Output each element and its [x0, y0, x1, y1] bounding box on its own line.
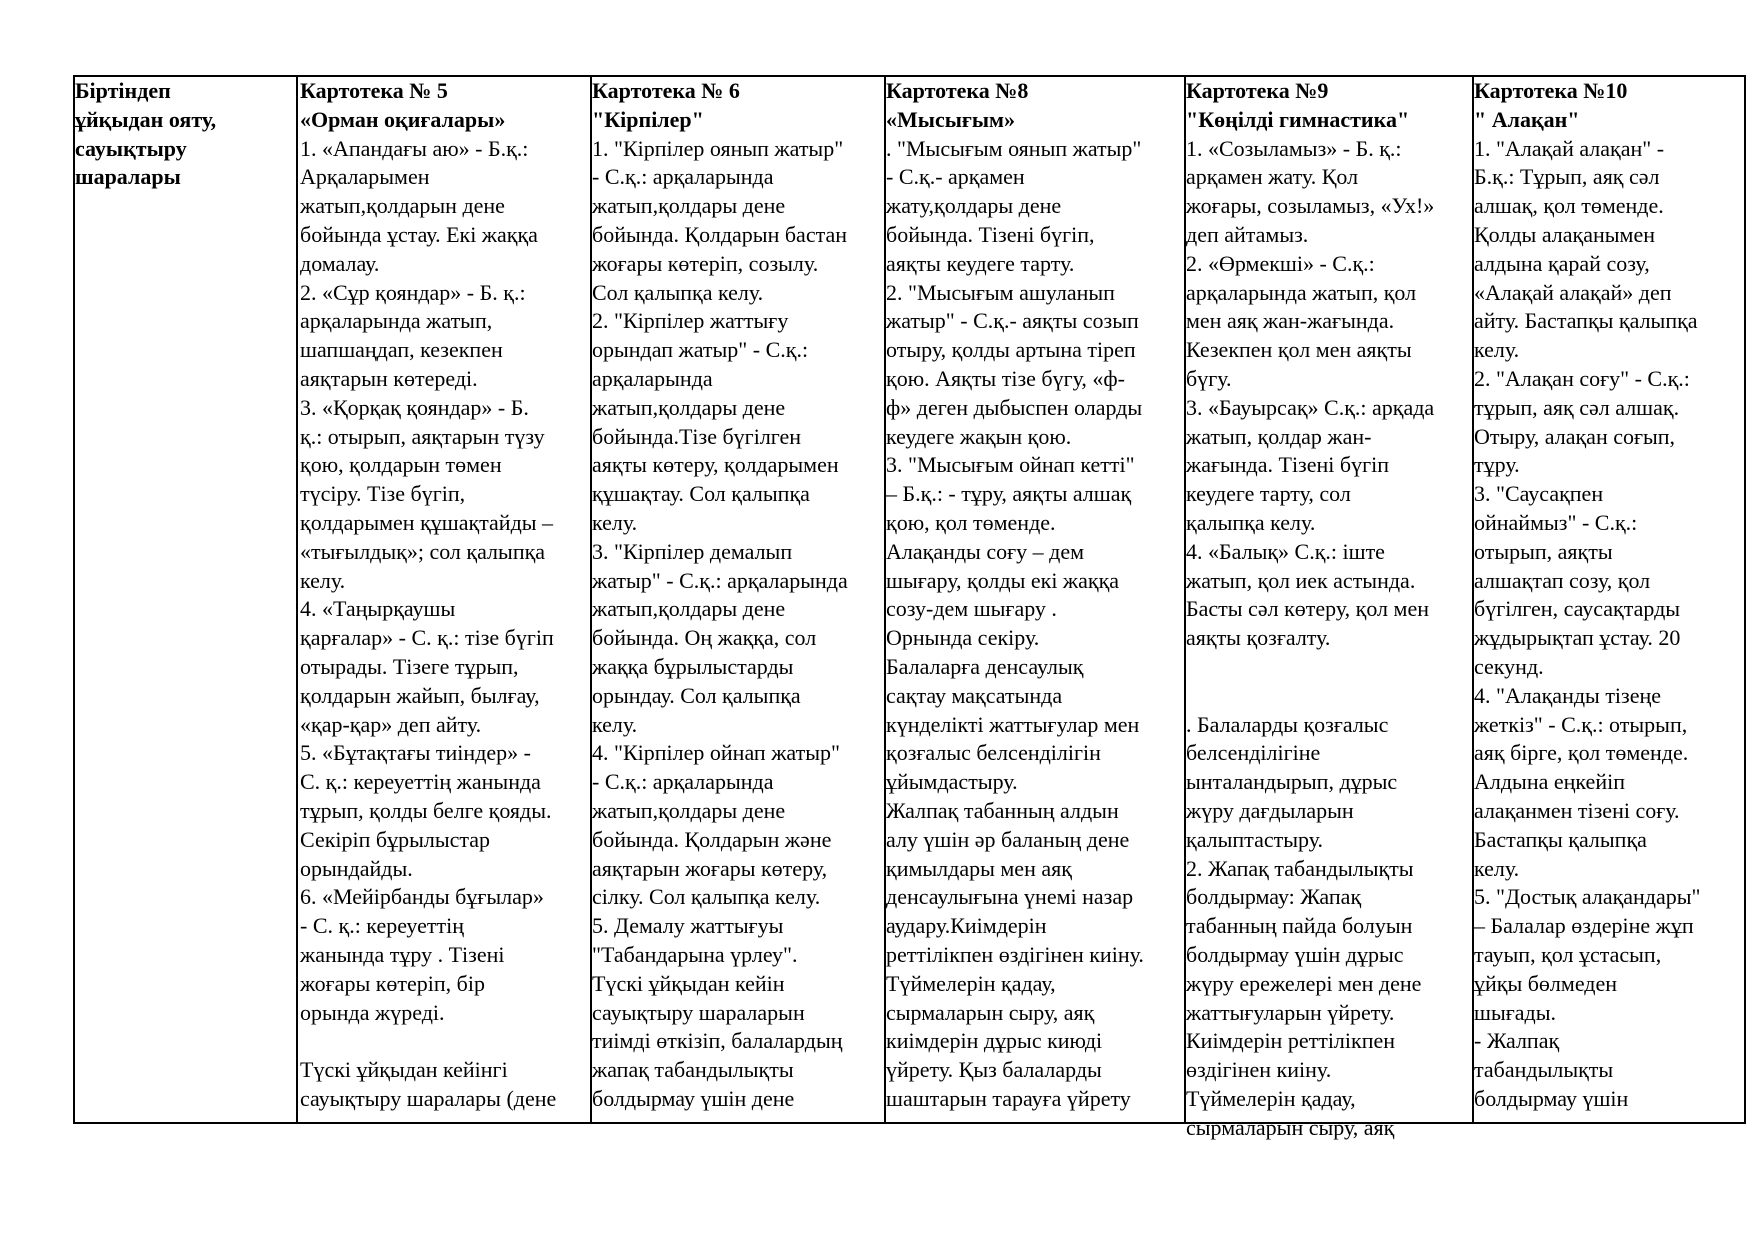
text-line: орында жүреді. [300, 999, 445, 1025]
text-line: жанында тұру . Тізені [300, 941, 505, 967]
text-line: 4. «Балық» С.қ.: іште [1186, 538, 1385, 564]
text-line: жоғары көтеріп, бір [300, 970, 485, 996]
text-line: С. қ.: кереуеттің жанында [300, 769, 541, 795]
text-line: - С.қ.: арқаларында [592, 164, 774, 190]
text-line: шығару, қолды екі жаққа [886, 567, 1120, 593]
text-line: Бастапқы қалыпқа [1474, 826, 1647, 852]
card-title: Картотека № 5 [300, 78, 448, 103]
text-line: арқамен жату. Қол [1186, 164, 1359, 190]
card-subtitle: " Алақан" [1474, 106, 1580, 132]
text-line: жоғары көтеріп, созылу. [592, 250, 819, 276]
text-line: 5. Демалу жаттығуы [592, 913, 784, 939]
card-cell-8 [885, 76, 1185, 1123]
text-line: жатып, қол иек астында. [1186, 567, 1416, 593]
text-line: сақтау мақсатында [886, 682, 1063, 708]
text-line: кеудеге тарту, сол [1186, 481, 1351, 507]
text-line: қозғалыс белсенділігін [886, 740, 1101, 766]
card-title: Картотека № 6 [592, 78, 740, 103]
text-line: жеткіз" - С.қ.: отырып, [1474, 711, 1688, 737]
text-line: сырмаларын сыру, аяқ [1186, 1114, 1395, 1140]
text-line: қ.: отырып, аяқтарын түзу [300, 423, 545, 449]
text-line: 3. "Кірпілер демалып [592, 538, 793, 564]
text-line: сілку. Сол қалыпқа келу. [592, 884, 821, 910]
text-line: бойында. Қолдарын және [592, 826, 832, 852]
row-label-cell [74, 76, 297, 1123]
text-line: – Б.қ.: - тұру, аяқты алшақ [886, 481, 1132, 507]
text-line: Кезекпен қол мен аяқты [1186, 337, 1412, 363]
text-line: сауықтыру шаралары (дене [300, 1085, 557, 1111]
text-line: . Балаларды қозғалыс [1186, 711, 1389, 737]
text-line: аяқты көтеру, қолдарымен [592, 452, 839, 478]
card-cell-10 [1473, 76, 1745, 1123]
text-line: ф» деген дыбыспен оларды [886, 394, 1143, 420]
text-line: өздігінен киіну. [1186, 1057, 1332, 1083]
text-line: Түймелерін қадау, [1186, 1085, 1356, 1111]
text-line: Түскі ұйқыдан кейін [592, 970, 785, 996]
row-label-line: Біртіндеп [75, 78, 171, 103]
text-line: алшақтап созу, қол [1474, 567, 1651, 593]
text-line: арқаларында жатып, [300, 308, 493, 334]
text-line: құшақтау. Сол қалыпқа [592, 481, 810, 507]
text-line: Алдына еңкейіп [1474, 769, 1625, 795]
text-line: мен аяқ жан-жағында. [1186, 308, 1395, 334]
text-line: арқаларында [592, 365, 713, 391]
text-line: орындап жатыр" - С.қ.: [592, 337, 809, 363]
text-line: отырады. Тізеге тұрып, [300, 653, 519, 679]
text-line [1186, 653, 1472, 682]
text-line: айту. Бастапқы қалыпқа [1474, 308, 1698, 334]
text-line: - С. қ.: кереуеттің [300, 913, 465, 939]
text-line: 1. «Созыламыз» - Б. қ.: [1186, 135, 1402, 161]
card-title: Картотека №8 [886, 78, 1029, 103]
text-line: Қолды алақанымен [1474, 221, 1656, 247]
text-line: Түймелерін қадау, [886, 970, 1056, 996]
text-line: болдырмау: Жапақ [1186, 884, 1362, 910]
text-line: алшақ, қол төменде. [1474, 193, 1664, 219]
text-line: келу. [300, 567, 346, 593]
card-cell-6 [591, 76, 885, 1123]
text-line: жатып,қолдары дене [592, 797, 786, 823]
text-line: жоғары, созыламыз, «Ух!» [1186, 193, 1435, 219]
text-line: бүгу. [1186, 365, 1232, 391]
text-line: 5. «Бұтақтағы тиіндер» - [300, 740, 531, 766]
row-label-line: шаралары [75, 164, 181, 190]
text-line: домалау. [300, 250, 380, 276]
text-line: шаштарын тарауға үйрету [886, 1085, 1131, 1111]
text-line: белсенділігіне [1186, 740, 1321, 766]
text-line: . "Мысығым оянып жатыр" [886, 135, 1142, 161]
text-line: Түскі ұйқыдан кейінгі [300, 1057, 508, 1083]
text-line: бойында.Тізе бүгілген [592, 423, 802, 449]
text-line: ұйымдастыру. [886, 769, 1018, 795]
card-subtitle: «Мысығым» [886, 106, 1016, 132]
row-label-line: ұйқыдан ояту, [75, 106, 217, 132]
row-label-line: сауықтыру [75, 135, 187, 161]
text-line: жатып,қолдары дене [592, 596, 786, 622]
text-line: аяқ бірге, қол төменде. [1474, 740, 1689, 766]
card-subtitle: "Көңілді гимнастика" [1186, 106, 1410, 132]
text-line: созу-дем шығару . [886, 596, 1057, 622]
text-line: жатыр" - С.қ.: арқаларында [592, 567, 848, 593]
card-title: Картотека №9 [1186, 78, 1329, 103]
text-line: қою. Аяқты тізе бүгу, «ф- [886, 365, 1125, 391]
text-line: болдырмау үшін дене [592, 1085, 795, 1111]
text-line: 4. "Кірпілер ойнап жатыр" [592, 740, 840, 766]
card-cell-9 [1185, 76, 1473, 1140]
text-line: жапақ табандылықты [592, 1057, 794, 1083]
text-line: үйрету. Қыз балаларды [886, 1057, 1102, 1083]
text-line: секунд. [1474, 653, 1544, 679]
text-line: жағында. Тізені бүгіп [1186, 452, 1389, 478]
text-line: ынталандырып, дұрыс [1186, 769, 1398, 795]
text-line: бүгілген, саусақтарды [1474, 596, 1681, 622]
text-line: ұйқы бөлмеден [1474, 970, 1618, 996]
text-line: 1. «Апандағы аю» - Б.қ.: [300, 135, 529, 161]
text-line: жатып,қолдары дене [592, 193, 786, 219]
text-line: жатып,қолдарын дене [300, 193, 505, 219]
text-line: келу. [592, 509, 638, 535]
text-line: қарғалар» - С. қ.: тізе бүгіп [300, 625, 554, 651]
text-line: күнделікті жаттығулар мен [886, 711, 1140, 737]
text-line: киімдерін дұрыс киюді [886, 1028, 1103, 1054]
text-line: аяқтарын көтереді. [300, 365, 478, 391]
card-8-content [886, 77, 1184, 1122]
text-line: жатып,қолдары дене [592, 394, 786, 420]
text-line: қолдарын жайып, былғау, [300, 682, 540, 708]
text-line: «қар-қар» деп айту. [300, 711, 482, 737]
text-line: 3. «Бауырсақ» С.қ.: арқада [1186, 394, 1435, 420]
text-line: жаттығуларын үйрету. [1186, 999, 1395, 1025]
text-line: жұдырықтап ұстау. 20 [1474, 625, 1681, 651]
text-line: қою, қолдарын төмен [300, 452, 502, 478]
text-line: Секіріп бұрылыстар [300, 826, 491, 852]
text-line: қалыптастыру. [1186, 826, 1323, 852]
text-line: Орнында секіру. [886, 625, 1040, 651]
text-line: 4. «Таңырқаушы [300, 596, 456, 622]
text-line: реттілікпен өздігінен киіну. [886, 941, 1144, 967]
text-line: түсіру. Тізе бүгіп, [300, 481, 466, 507]
text-line: Киімдерін реттілікпен [1186, 1028, 1396, 1054]
text-line: тиімді өткізіп, балалардың [592, 1028, 843, 1054]
text-line: аяқтарын жоғары көтеру, [592, 855, 828, 881]
card-10-content [1474, 77, 1744, 1122]
text-line: келу. [592, 711, 638, 737]
text-line: - С.қ.- арқамен [886, 164, 1025, 190]
text-line: тұрып, қолды белге қояды. [300, 797, 552, 823]
text-line: табандылықты [1474, 1057, 1614, 1083]
text-line: болдырмау үшін [1474, 1085, 1629, 1111]
text-line: 6. «Мейірбанды бұғылар» [300, 884, 544, 910]
text-line: - С.қ.: арқаларында [592, 769, 774, 795]
text-line: Балаларға денсаулық [886, 653, 1084, 679]
text-line: кеудеге жақын қою. [886, 423, 1072, 449]
text-line: Жалпақ табанның алдын [886, 797, 1119, 823]
text-line: Басты сәл көтеру, қол мен [1186, 596, 1429, 622]
text-line: ойнаймыз" - С.қ.: [1474, 509, 1638, 535]
text-line: тұру. [1474, 452, 1520, 478]
table-row [74, 76, 1745, 1123]
text-line: жату,қолдары дене [886, 193, 1062, 219]
text-line: деп айтамыз. [1186, 221, 1309, 247]
text-line: бойында. Тізені бүгіп, [886, 221, 1095, 247]
text-line: 2. «Сұр қояндар» - Б. қ.: [300, 279, 526, 305]
text-line: "Табандарына үрлеу". [592, 941, 798, 967]
text-line: орындайды. [300, 855, 413, 881]
text-line: келу. [1474, 855, 1520, 881]
text-line: қимылдары мен аяқ [886, 855, 1072, 881]
text-line: болдырмау үшін дұрыс [1186, 941, 1404, 967]
card-5-content [298, 77, 590, 1122]
text-line: Сол қалыпқа келу. [592, 279, 764, 305]
text-line: жүру ережелері мен дене [1186, 970, 1422, 996]
text-line: қалыпқа келу. [1186, 509, 1316, 535]
text-line: – Балалар өздеріне жұп [1474, 913, 1694, 939]
text-line: 4. "Алақанды тізеңе [1474, 682, 1662, 708]
text-line: 2. «Өрмекші» - С.қ.: [1186, 250, 1375, 276]
text-line: бойында ұстау. Екі жаққа [300, 221, 538, 247]
text-line: жаққа бұрылыстарды [592, 653, 794, 679]
text-line: Алақанды соғу – дем [886, 538, 1084, 564]
text-line: 2. "Кірпілер жаттығу [592, 308, 789, 334]
text-line: алу үшін әр баланың дене [886, 826, 1130, 852]
text-line: жатып, қолдар жан- [1186, 423, 1372, 449]
text-line: 2. "Алақан соғу" - С.қ.: [1474, 365, 1690, 391]
text-line: бойында. Қолдарын бастан [592, 221, 847, 247]
text-line: сырмаларын сыру, аяқ [886, 999, 1095, 1025]
card-title: Картотека №10 [1474, 78, 1628, 103]
card-9-content [1186, 77, 1472, 1140]
text-line: аяқты кеудеге тарту. [886, 250, 1075, 276]
card-cell-5 [297, 76, 591, 1123]
text-line: Арқаларымен [300, 164, 430, 190]
text-line: орындау. Сол қалыпқа [592, 682, 801, 708]
text-line: отыру, қолды артына тіреп [886, 337, 1136, 363]
text-line: 1. "Кірпілер оянып жатыр" [592, 135, 844, 161]
text-line: 3. «Қорқақ қояндар» - Б. [300, 394, 529, 420]
text-line: 1. "Алақай алақан" - [1474, 135, 1665, 161]
text-line: «тығылдық»; сол қалыпқа [300, 538, 546, 564]
card-subtitle: «Орман оқиғалары» [300, 106, 506, 132]
row-label [75, 77, 296, 1122]
text-line: денсаулығына үнемі назар [886, 884, 1134, 910]
text-line: тұрып, аяқ сәл алшақ. [1474, 394, 1680, 420]
text-line: сауықтыру шараларын [592, 999, 805, 1025]
text-line: жатыр" - С.қ.- аяқты созып [886, 308, 1139, 334]
text-line: арқаларында жатып, қол [1186, 279, 1417, 305]
text-line: бойында. Оң жаққа, сол [592, 625, 817, 651]
text-line: шығады. [1474, 999, 1556, 1025]
text-line: 3. "Мысығым ойнап кетті" [886, 452, 1135, 478]
text-line: отырып, аяқты [1474, 538, 1613, 564]
card-subtitle: "Кірпілер" [592, 106, 704, 132]
text-line: алдына қарай созу, [1474, 250, 1650, 276]
text-line: аудару.Киімдерін [886, 913, 1047, 939]
text-line: қою, қол төменде. [886, 509, 1056, 535]
card-6-content [592, 77, 884, 1122]
activity-table [73, 75, 1746, 1140]
text-line [1186, 682, 1472, 711]
text-line: қолдарымен құшақтайды – [300, 509, 554, 535]
text-line: келу. [1474, 337, 1520, 363]
text-line: Б.қ.: Тұрып, аяқ сәл [1474, 164, 1660, 190]
text-line: 5. "Достық алақандары" [1474, 884, 1701, 910]
text-line: алақанмен тізені соғу. [1474, 797, 1680, 823]
text-line: 2. Жапақ табандылықты [1186, 855, 1414, 881]
text-line: шапшаңдап, кезекпен [300, 337, 503, 363]
text-line: табанның пайда болуын [1186, 913, 1413, 939]
text-line: 3. "Саусақпен [1474, 481, 1604, 507]
text-line: «Алақай алақай» деп [1474, 279, 1672, 305]
text-line: 2. "Мысығым ашуланып [886, 279, 1115, 305]
text-line [300, 1027, 590, 1056]
text-line: жүру дағдыларын [1186, 797, 1354, 823]
text-line: - Жалпақ [1474, 1028, 1560, 1054]
text-line: аяқты қозғалту. [1186, 625, 1331, 651]
text-line: тауып, қол ұстасып, [1474, 941, 1662, 967]
text-line: Отыру, алақан соғып, [1474, 423, 1676, 449]
